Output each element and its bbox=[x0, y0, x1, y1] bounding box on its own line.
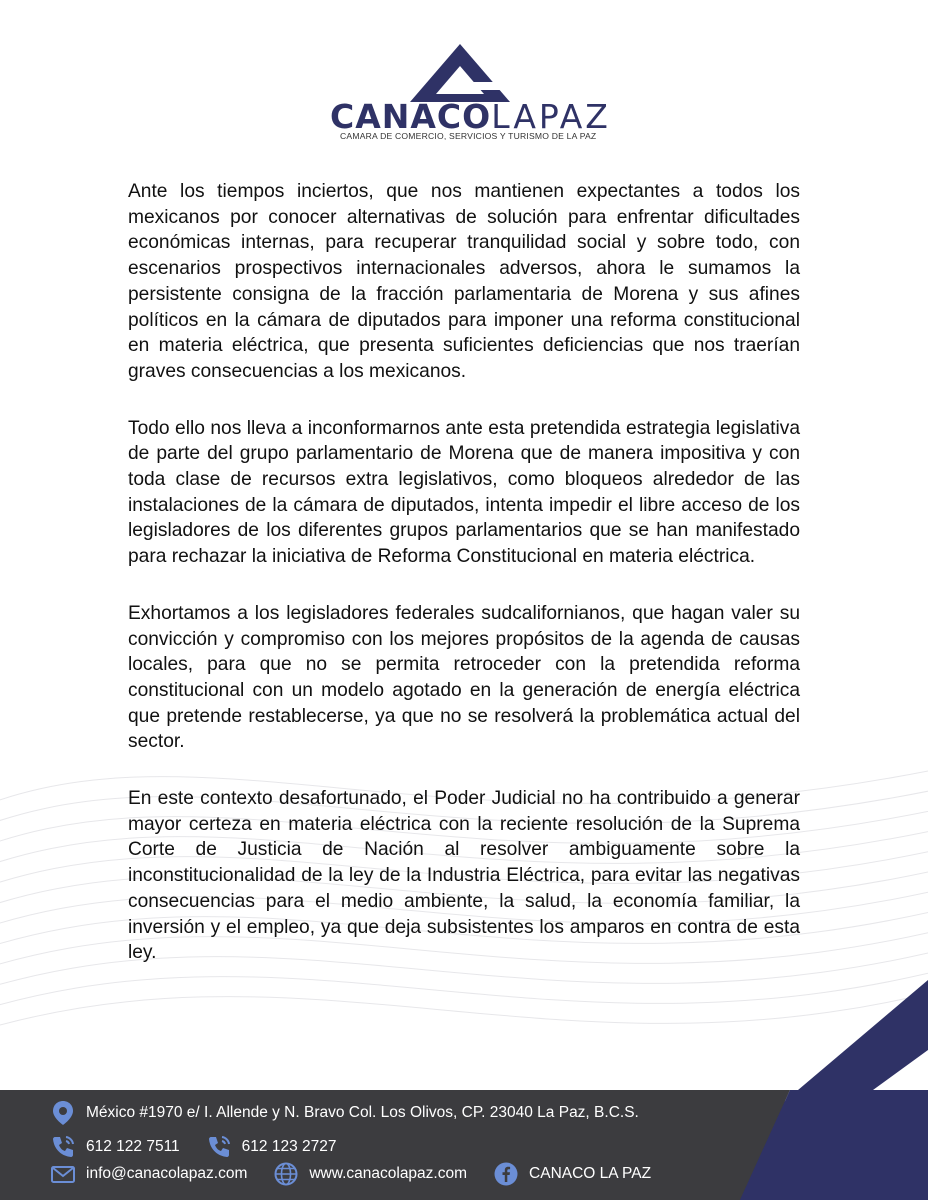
phone-2-text: 612 123 2727 bbox=[241, 1138, 337, 1155]
brand-light: LAPAZ bbox=[491, 97, 611, 136]
phone-icon bbox=[50, 1134, 76, 1160]
facebook-text: CANACO LA PAZ bbox=[529, 1165, 652, 1182]
paragraph-3: Exhortamos a los legisladores federales sudcalifornianos, que hagan valer su convicción y compromiso con los mejores propósitos de la agenda de causas locales, para que no se permita retroceder con la pretendida reforma constitucional con un modelo agotado en la generación de energía eléctrica que pretende restablecerse, ya que no se resolverá la problemática actual del sector. bbox=[128, 602, 800, 753]
mail-icon bbox=[50, 1161, 76, 1187]
header-logo bbox=[0, 0, 928, 150]
paragraph-2: Todo ello nos lleva a inconformarnos ante esta pretendida estrategia legislativa de parte del grupo parlamentario de Morena que de manera impositiva y con toda clase de recursos extra legislativos, como bloqueos alrededor de las instalaciones de la cámara de diputados, intenta impedir el libre acceso de los legisladores de los diferentes grupos parlamentarios que se han manifestado para rechazar la iniciativa de Reforma Constitucional en materia eléctrica. bbox=[128, 417, 800, 568]
website-text: www.canacolapaz.com bbox=[309, 1165, 468, 1182]
facebook-icon bbox=[493, 1161, 519, 1187]
canaco-logo-mark-icon bbox=[410, 44, 510, 102]
footer-contact-row bbox=[50, 1161, 677, 1187]
email-text: info@canacolapaz.com bbox=[86, 1165, 248, 1182]
facebook-link[interactable] bbox=[493, 1161, 651, 1187]
location-pin-icon bbox=[50, 1100, 76, 1126]
brand-bold: CANACO bbox=[330, 97, 492, 136]
phone-icon bbox=[206, 1134, 232, 1160]
letter-body bbox=[128, 179, 800, 997]
footer-address-row bbox=[50, 1100, 639, 1126]
paragraph-1: Ante los tiempos inciertos, que nos mantienen expectantes a todos los mexicanos por conocer alternativas de solución para enfrentar dificultades económicas internas, para recuperar tranquilidad social y sobre todo, con escenarios prospectivos internacionales adversos, ahora le sumamos la persistente consigna de la fracción parlamentaria de Morena y sus afines políticos en la cámara de diputados para imponer una reforma constitucional en materia eléctrica, que presenta suficientes deficiencias que nos traerían graves consecuencias a los mexicanos. bbox=[128, 181, 800, 382]
footer-phones-row bbox=[50, 1134, 363, 1160]
footer bbox=[0, 1090, 928, 1200]
website-link[interactable] bbox=[273, 1161, 467, 1187]
phone-1-text: 612 122 7511 bbox=[86, 1138, 180, 1155]
address-text: México #1970 e/ I. Allende y N. Bravo Col. Los Olivos, CP. 23040 La Paz, B.C.S. bbox=[86, 1104, 639, 1121]
paragraph-4: En este contexto desafortunado, el Poder Judicial no ha contribuido a generar mayor certeza en materia eléctrica con la reciente resolución de la Suprema Corte de Justicia de Nación al resolver ambiguamente sobre la inconstitucionalidad de la ley de la Industria Eléctrica, para evitar las negativas consecuencias para el medio ambiente, la salud, la economía familiar, la inversión y el empleo, ya que deja subsistentes los amparos en contra de esta ley. bbox=[128, 788, 800, 964]
brand-subtitle: CAMARA DE COMERCIO, SERVICIOS Y TURISMO DE LA PAZ bbox=[340, 131, 597, 141]
phone-1[interactable] bbox=[50, 1134, 180, 1160]
globe-icon bbox=[273, 1161, 299, 1187]
email-link[interactable] bbox=[50, 1161, 247, 1187]
phone-2[interactable] bbox=[206, 1134, 337, 1160]
